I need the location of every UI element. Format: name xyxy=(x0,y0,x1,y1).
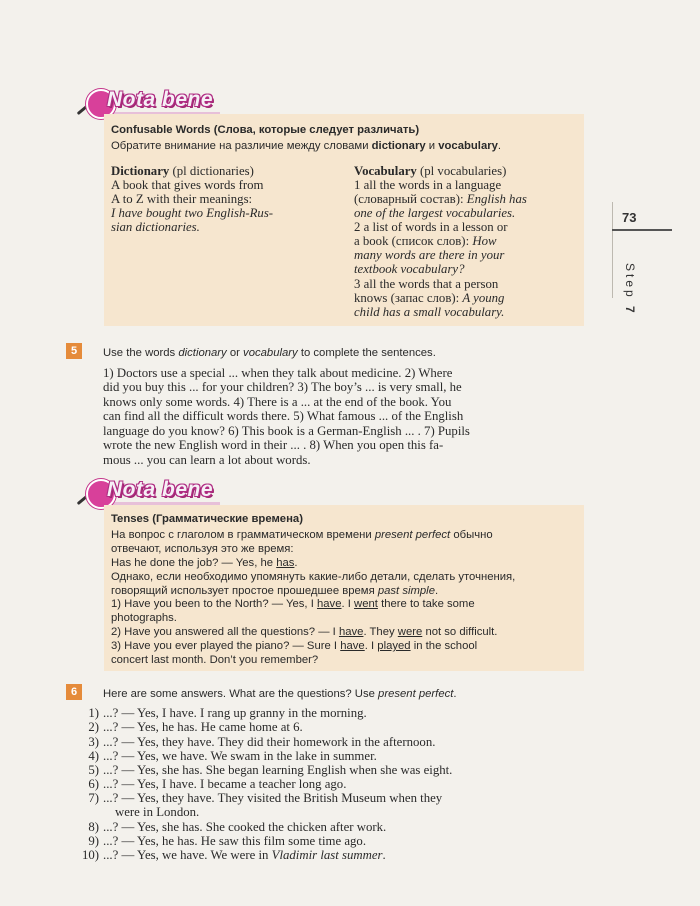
box2-line: На вопрос с глаголом в грамматическом времени present perfect обычно xyxy=(111,529,493,541)
exercise-5-line: did you buy this ... for your children? 3) The boy’s ... is very small, he xyxy=(103,380,462,394)
box2-title: Tenses (Грамматические времена) xyxy=(111,513,303,525)
step-label: Step 7 xyxy=(623,263,637,316)
exercise-6-item: 5) ...? — Yes, she has. She began learning English when she was eight. xyxy=(88,763,453,777)
exercise-6-item: 4) ...? — Yes, we have. We swam in the lake in summer. xyxy=(88,749,377,763)
box2-line: concert last month. Don’t you remember? xyxy=(111,654,319,666)
side-tab-divider xyxy=(612,202,613,298)
box1-title: Confusable Words (Слова, которые следует различать) xyxy=(111,124,420,136)
exercise-6-instruction: Here are some answers. What are the questions? Use present perfect. xyxy=(103,688,457,700)
vocabulary-heading: Vocabulary (pl vocabularies) xyxy=(354,164,507,178)
exercise-6-item: 7) ...? — Yes, they have. They visited the British Museum when they xyxy=(88,791,443,805)
exercise-6-item: were in London. xyxy=(115,805,200,819)
box1-intro: Обратите внимание на различие между словами dictionary и vocabulary. xyxy=(111,140,502,152)
box2-line: 3) Have you ever played the piano? — Sure I have. I played in the school xyxy=(111,640,478,652)
exercise-5-line: can find all the difficult words there. 5) What famous ... of the English xyxy=(103,409,464,423)
box2-line: говорящий использует простое прошедшее время past simple. xyxy=(111,585,439,597)
exercise-5-badge: 5 xyxy=(66,343,82,359)
vocabulary-line-5: a book (список слов): How xyxy=(354,234,497,248)
box2-line: photographs. xyxy=(111,612,177,624)
vocabulary-line-3: one of the largest vocabularies. xyxy=(354,206,516,220)
exercise-6-item: 1) ...? — Yes, I have. I rang up granny in the morning. xyxy=(88,706,367,720)
logo-text: Nota bene xyxy=(107,478,214,501)
side-tab-rule xyxy=(612,229,672,231)
exercise-6-item: 8) ...? — Yes, she has. She cooked the chicken after work. xyxy=(88,820,387,834)
dictionary-line-2: A to Z with their meanings: xyxy=(111,192,253,206)
vocabulary-line-10: child has a small vocabulary. xyxy=(354,305,505,319)
box2-line: 2) Have you answered all the questions? — I have. They were not so difficult. xyxy=(111,626,498,638)
vocabulary-line-2: (словарный состав): English has xyxy=(354,192,527,206)
box2-line: отвечают, используя это же время: xyxy=(111,543,294,555)
vocabulary-line-7: textbook vocabulary? xyxy=(354,262,465,276)
exercise-6-item: 9) ...? — Yes, he has. He saw this film some time ago. xyxy=(88,834,367,848)
box2-line: Has he done the job? — Yes, he has. xyxy=(111,557,298,569)
exercise-5-line: knows only some words. 4) There is a ... at the end of the book. You xyxy=(103,395,452,409)
exercise-6-item: 2) ...? — Yes, he has. He came home at 6. xyxy=(88,720,303,734)
exercise-5-line: mous ... you can learn a lot about words. xyxy=(103,453,311,467)
exercise-5-line: 1) Doctors use a special ... when they talk about medicine. 2) Where xyxy=(103,366,453,380)
box2-line: Однако, если необходимо упомянуть какие-либо детали, сделать уточнения, xyxy=(111,571,516,583)
vocabulary-line-4: 2 a list of words in a lesson or xyxy=(354,220,508,234)
vocabulary-line-1: 1 all the words in a language xyxy=(354,178,502,192)
exercise-5-instruction: Use the words dictionary or vocabulary to complete the sentences. xyxy=(103,347,436,359)
exercise-6-item: 10) ...? — Yes, we have. We were in Vladimir last summer. xyxy=(81,848,386,862)
vocabulary-line-6: many words are there in your xyxy=(354,248,505,262)
exercise-5-line: language do you know? 6) This book is a German-English ... . 7) Pupils xyxy=(103,424,470,438)
exercise-6-item: 3) ...? — Yes, they have. They did their homework in the afternoon. xyxy=(88,735,436,749)
exercise-6-badge: 6 xyxy=(66,684,82,700)
page-number: 73 xyxy=(622,210,637,225)
dictionary-heading: Dictionary (pl dictionaries) xyxy=(111,164,254,178)
exercise-5-line: wrote the new English word in their ... . 8) When you open this fa- xyxy=(103,438,444,452)
vocabulary-line-8: 3 all the words that a person xyxy=(354,277,499,291)
vocabulary-line-9: knows (запас слов): A young xyxy=(354,291,505,305)
dictionary-example-1: I have bought two English-Rus- xyxy=(111,206,274,220)
dictionary-line-1: A book that gives words from xyxy=(111,178,264,192)
dictionary-example-2: sian dictionaries. xyxy=(111,220,200,234)
logo-text: Nota bene xyxy=(107,88,214,111)
exercise-6-item: 6) ...? — Yes, I have. I became a teacher long ago. xyxy=(88,777,347,791)
box2-line: 1) Have you been to the North? — Yes, I have. I went there to take some xyxy=(111,598,475,610)
